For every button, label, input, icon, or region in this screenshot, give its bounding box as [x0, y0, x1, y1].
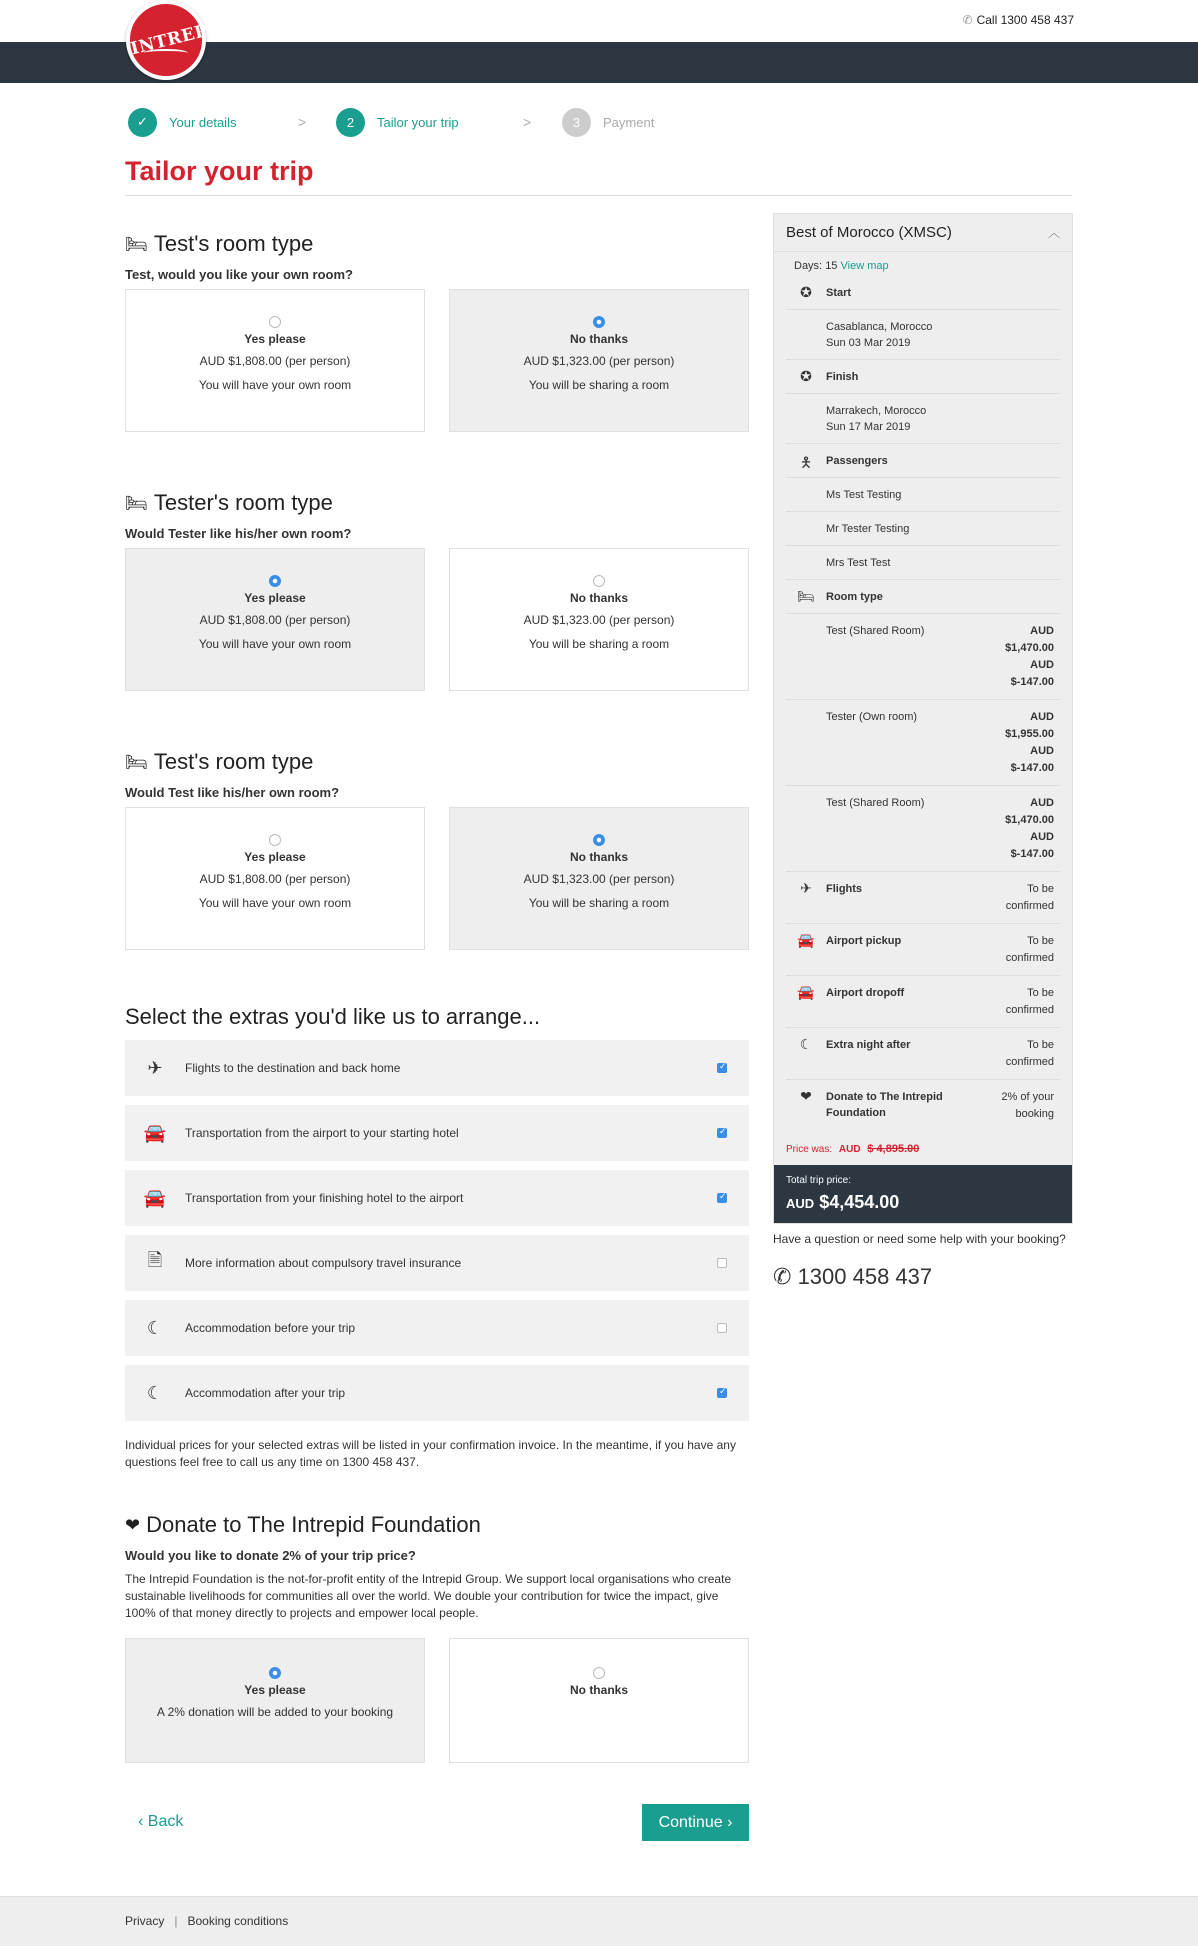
continue-button[interactable]	[642, 1804, 749, 1841]
extra-label: Accommodation after your trip	[185, 1386, 346, 1400]
extra-label: More information about compulsory travel insurance	[185, 1256, 462, 1270]
heart-icon: ❤	[125, 1514, 141, 1535]
option-title: Yes please	[244, 591, 306, 605]
car-icon: 🚘	[143, 1187, 167, 1208]
start-date: Sun 03 Mar 2019	[826, 337, 911, 349]
finish-place: Marrakech, Morocco	[826, 405, 927, 417]
extra-checkbox[interactable]	[717, 1063, 727, 1073]
room-section-title-text: Test's room type	[153, 749, 314, 774]
extra-checkbox[interactable]	[717, 1128, 727, 1138]
room-price-line: AUD	[1030, 625, 1054, 637]
room-question: Would Tester like his/her own room?	[125, 526, 352, 541]
extra-checkbox[interactable]	[717, 1258, 727, 1268]
radio-button[interactable]	[593, 834, 605, 846]
step-tailor-your-trip[interactable]	[336, 107, 459, 137]
room-price-line: AUD	[1030, 831, 1054, 843]
moon-icon: ☾	[146, 1317, 164, 1338]
back-label: Back	[147, 1813, 184, 1830]
header-call[interactable]	[963, 13, 1074, 27]
page-title: Tailor your trip	[125, 156, 314, 186]
price-was-currency: AUD	[838, 1144, 861, 1155]
room-price-line: $1,470.00	[1005, 814, 1054, 826]
room-price-row	[786, 700, 1060, 786]
room-option-yes[interactable]	[125, 548, 425, 691]
trip-summary	[773, 213, 1073, 1224]
price-was-amount: $ 4,895.00	[867, 1143, 920, 1155]
step-number: 2	[336, 108, 365, 137]
summary-header[interactable]	[774, 214, 1072, 252]
step-your-details[interactable]	[128, 107, 236, 137]
start-place: Casablanca, Morocco	[826, 321, 933, 333]
summary-extra-night	[786, 1028, 1060, 1080]
extra-status: 2% of your booking	[1001, 1091, 1054, 1120]
summary-airport-dropoff	[786, 976, 1060, 1028]
option-price: AUD $1,808.00 (per person)	[199, 613, 351, 627]
trip-days	[774, 252, 1072, 276]
phone-icon: ✆	[962, 13, 973, 27]
step-label: Your details	[169, 114, 237, 130]
room-section-title-text: Test's room type	[153, 231, 314, 256]
logo-text: INTREPID	[128, 15, 234, 60]
radio-button[interactable]	[593, 1667, 605, 1679]
room-price-line: $-147.00	[1010, 676, 1054, 688]
days-label: Days:	[794, 260, 823, 272]
radio-button[interactable]	[269, 1667, 281, 1679]
option-title: No thanks	[569, 591, 628, 605]
summary-start-details	[786, 310, 1060, 360]
plane-icon: ✈	[800, 880, 812, 896]
booking-conditions-link[interactable]: Booking conditions	[187, 1914, 289, 1928]
progress-steps	[128, 107, 688, 137]
passenger-row	[786, 478, 1060, 512]
bed-icon: 🛏	[125, 492, 148, 513]
summary-donate	[786, 1080, 1060, 1131]
room-section-title-text: Tester's room type	[153, 490, 333, 515]
help-text: Have a question or need some help with your booking?	[773, 1232, 1066, 1246]
finish-label: Finish	[826, 371, 859, 383]
extra-label: Airport dropoff	[826, 987, 905, 999]
help-phone-number: 1300 458 437	[797, 1264, 933, 1289]
room-question: Test, would you like your own room?	[125, 267, 353, 282]
option-note: A 2% donation will be added to your booking	[156, 1705, 394, 1719]
room-option-no[interactable]	[449, 548, 749, 691]
footer-divider: |	[174, 1914, 178, 1928]
option-note: You will have your own room	[198, 378, 352, 392]
star-icon: ✪	[800, 284, 812, 300]
bed-icon: 🛏	[797, 588, 815, 604]
view-map-link[interactable]: View map	[840, 260, 889, 272]
extra-status: To be confirmed	[1005, 1039, 1054, 1068]
option-note: You will be sharing a room	[528, 637, 670, 651]
passenger-row	[786, 512, 1060, 546]
plane-icon: ✈	[147, 1057, 163, 1078]
room-name: Tester (Own room)	[826, 711, 918, 723]
star-icon: ✪	[800, 368, 812, 384]
total-amount: $4,454.00	[819, 1192, 900, 1212]
extra-status: To be confirmed	[1005, 883, 1054, 912]
price-was-label: Price was:	[786, 1144, 833, 1155]
car-icon: 🚘	[797, 984, 815, 1000]
step-separator: >	[523, 114, 532, 130]
car-icon: 🚘	[143, 1122, 167, 1143]
intrepid-logo[interactable]	[126, 0, 234, 80]
extra-airport-pickup[interactable]	[125, 1105, 749, 1161]
room-name: Test (Shared Room)	[826, 797, 925, 809]
total-label: Total trip price:	[786, 1175, 852, 1186]
logo-skyline	[144, 49, 188, 57]
help-phone[interactable]	[773, 1264, 932, 1290]
summary-passengers	[786, 444, 1060, 478]
extra-checkbox[interactable]	[717, 1193, 727, 1203]
trip-name: Best of Morocco (XMSC)	[786, 224, 952, 241]
option-note: You will be sharing a room	[528, 896, 670, 910]
total-price	[774, 1165, 1072, 1223]
extra-flights[interactable]	[125, 1040, 749, 1096]
total-currency: AUD	[786, 1196, 815, 1211]
donate-option-no[interactable]	[449, 1638, 749, 1763]
passenger-row	[786, 546, 1060, 580]
option-price: AUD $1,323.00 (per person)	[523, 613, 675, 627]
extra-status: To be confirmed	[1005, 987, 1054, 1016]
room-option-yes[interactable]	[125, 807, 425, 950]
summary-finish	[786, 360, 1060, 394]
extra-checkbox[interactable]	[717, 1388, 727, 1398]
extra-label: Transportation from the airport to your starting hotel	[185, 1126, 459, 1140]
room-type-label: Room type	[826, 591, 883, 603]
header-call-text: Call 1300 458 437	[976, 13, 1074, 27]
extra-insurance[interactable]	[125, 1235, 749, 1291]
summary-airport-pickup	[786, 924, 1060, 976]
room-price-line: AUD	[1030, 659, 1054, 671]
extra-accommodation-before[interactable]	[125, 1300, 749, 1356]
room-option-no[interactable]	[449, 807, 749, 950]
room-price-line: AUD	[1030, 797, 1054, 809]
room-price-row	[786, 786, 1060, 872]
extra-status: To be confirmed	[1005, 935, 1054, 964]
donate-title-text: Donate to The Intrepid Foundation	[146, 1512, 481, 1537]
step-label: Payment	[603, 114, 655, 130]
room-price-line: $1,955.00	[1005, 728, 1054, 740]
heart-icon: ❤	[800, 1088, 812, 1104]
option-price: AUD $1,808.00 (per person)	[199, 872, 351, 886]
extra-checkbox[interactable]	[717, 1323, 727, 1333]
option-price: AUD $1,323.00 (per person)	[523, 872, 675, 886]
option-title: No thanks	[569, 1683, 628, 1697]
room-name: Test (Shared Room)	[826, 625, 925, 637]
room-question: Would Test like his/her own room?	[125, 785, 340, 800]
donate-question: Would you like to donate 2% of your trip price?	[125, 1548, 416, 1563]
option-title: No thanks	[569, 850, 628, 864]
person-icon: 🯅	[799, 454, 813, 470]
car-icon: 🚘	[797, 932, 815, 948]
donate-title	[125, 1512, 481, 1538]
summary-room-type	[786, 580, 1060, 614]
days-value: 15	[825, 260, 838, 272]
extra-label: Extra night after	[826, 1039, 911, 1051]
option-title: No thanks	[569, 332, 628, 346]
privacy-link[interactable]: Privacy	[125, 1914, 165, 1928]
extra-label: Flights	[826, 883, 863, 895]
extra-label: Flights to the destination and back home	[185, 1061, 401, 1075]
room-price-line: $-147.00	[1010, 848, 1054, 860]
extra-label: Donate to The Intrepid Foundation	[826, 1091, 943, 1119]
finish-date: Sun 17 Mar 2019	[826, 421, 911, 433]
step-label: Tailor your trip	[377, 114, 459, 130]
moon-icon: ☾	[799, 1036, 813, 1052]
room-price-line: AUD	[1030, 711, 1054, 723]
extras-title: Select the extras you'd like us to arrange...	[125, 1004, 541, 1029]
donate-option-yes[interactable]	[125, 1638, 425, 1763]
price-was	[774, 1131, 1072, 1165]
extra-label: Transportation from your finishing hotel to the airport	[185, 1191, 464, 1205]
bed-icon: 🛏	[125, 751, 148, 772]
option-title: Yes please	[244, 1683, 306, 1697]
extras-note: Individual prices for your selected extras will be listed in your confirmation invoice. In the meantime, if you have any questions feel free to call us any time on 1300 458 437.	[125, 1438, 736, 1469]
chevron-right-icon: ›	[722, 1813, 733, 1831]
extra-accommodation-after[interactable]	[125, 1365, 749, 1421]
radio-button[interactable]	[593, 316, 605, 328]
start-label: Start	[826, 287, 852, 299]
option-note: You will be sharing a room	[528, 378, 670, 392]
room-section-title	[125, 231, 313, 257]
option-note: You will have your own room	[198, 637, 352, 651]
radio-button[interactable]	[269, 834, 281, 846]
room-section-title	[125, 490, 333, 516]
step-payment	[562, 107, 654, 137]
title-divider	[125, 195, 1072, 196]
room-option-yes[interactable]	[125, 289, 425, 432]
chevron-left-icon: ‹	[138, 1813, 148, 1830]
step-separator: >	[298, 114, 307, 130]
passengers-label: Passengers	[826, 455, 888, 467]
passenger-name: Ms Test Testing	[826, 489, 902, 501]
bed-icon: 🛏	[125, 233, 148, 254]
room-price-line: $-147.00	[1010, 762, 1054, 774]
passenger-name: Mrs Test Test	[826, 557, 891, 569]
room-section-title	[125, 749, 313, 775]
option-title: Yes please	[244, 850, 306, 864]
moon-icon: ☾	[146, 1382, 164, 1403]
summary-flights	[786, 872, 1060, 924]
back-link[interactable]	[138, 1813, 183, 1831]
option-title: Yes please	[244, 332, 306, 346]
phone-icon: ✆	[773, 1264, 792, 1289]
continue-label: Continue	[658, 1813, 723, 1831]
radio-button[interactable]	[269, 316, 281, 328]
footer	[0, 1896, 1198, 1946]
step-number: 3	[562, 108, 591, 137]
room-price-line: $1,470.00	[1005, 642, 1054, 654]
room-option-no[interactable]	[449, 289, 749, 432]
extra-label: Accommodation before your trip	[185, 1321, 356, 1335]
radio-button[interactable]	[593, 575, 605, 587]
room-price-line: AUD	[1030, 745, 1054, 757]
donate-description: The Intrepid Foundation is the not-for-profit entity of the Intrepid Group. We support local organisations who create sustainable livelihoods for communities all over the world. We double your contribution for twice the impact, give 100% of that money directly to projects and empower local people.	[125, 1572, 732, 1620]
option-note: You will have your own room	[198, 896, 352, 910]
chevron-up-icon[interactable]: ︿	[1047, 226, 1060, 240]
extra-label: Airport pickup	[826, 935, 902, 947]
document-icon: 🗎	[147, 1250, 163, 1270]
radio-button[interactable]	[269, 575, 281, 587]
passenger-name: Mr Tester Testing	[826, 523, 910, 535]
option-price: AUD $1,808.00 (per person)	[199, 354, 351, 368]
summary-start	[786, 276, 1060, 310]
checkmark-icon: ✓	[128, 108, 157, 137]
option-price: AUD $1,323.00 (per person)	[523, 354, 675, 368]
summary-finish-details	[786, 394, 1060, 444]
room-price-row	[786, 614, 1060, 700]
extra-airport-dropoff[interactable]	[125, 1170, 749, 1226]
